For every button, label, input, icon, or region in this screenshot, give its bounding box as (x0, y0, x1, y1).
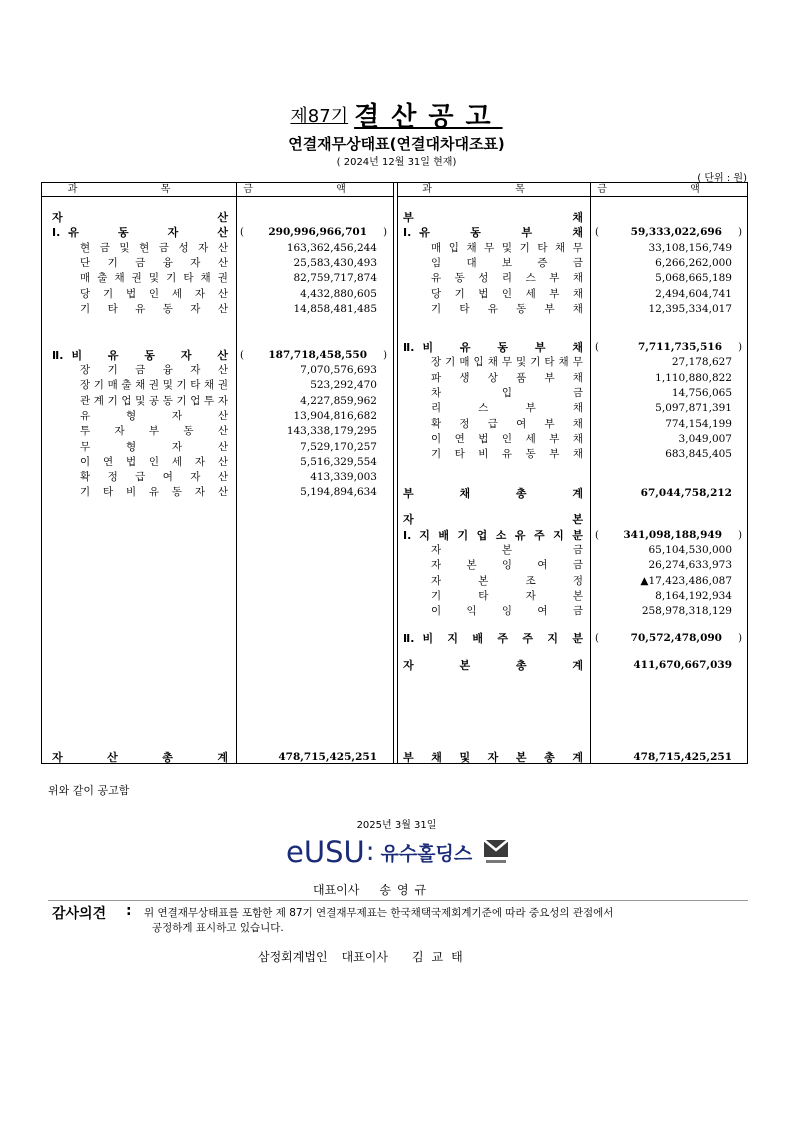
asset-row (42, 363, 393, 378)
asset-row (42, 394, 393, 409)
paren-open: ( (240, 227, 244, 239)
liability-amount: 683,845,405 (665, 448, 732, 461)
asset-label: 투 자 부 동 산 (80, 425, 228, 438)
unit-label: ( 단위 : 원) (697, 173, 747, 184)
paren-close: ) (383, 227, 387, 239)
paren-close: ) (383, 349, 387, 361)
liab-equity-total-label: 부 채 및 자 본 총 계 (403, 751, 583, 764)
liability-amount: 8,164,192,934 (655, 589, 732, 602)
liability-amount: 5,097,871,391 (655, 402, 732, 415)
asset-row (42, 225, 393, 240)
liability-amount: 5,068,665,189 (655, 272, 732, 285)
asset-amount: 187,718,458,550 (268, 348, 367, 361)
liability-label: 부 채 (403, 211, 583, 224)
liability-label: Ⅰ. 지 배 기 업 소 유 주 지 분 (403, 528, 583, 542)
assets-total-row (42, 750, 393, 765)
asset-row (42, 287, 393, 302)
paren-close: ) (738, 632, 742, 644)
asset-amount: 5,516,329,554 (300, 455, 377, 468)
liability-row (397, 271, 748, 286)
asset-amount: 13,904,816,682 (293, 409, 377, 422)
auditor-firm: 삼정회계법인 (258, 950, 328, 964)
liability-amount: 3,049,007 (678, 432, 732, 445)
liability-label: 자 본 조 정 (431, 574, 583, 587)
liability-row (397, 355, 748, 370)
liability-row (397, 631, 748, 646)
paren-open: ( (595, 227, 599, 239)
paren-open: ( (595, 529, 599, 541)
liability-label: 기 타 자 본 (431, 589, 583, 602)
balance-sheet-table (41, 182, 748, 764)
liability-label: 자 본 금 (431, 543, 583, 556)
asset-label: 관 계 기 업 및 공 동 기 업 투 자 (80, 394, 228, 407)
liability-row (397, 225, 748, 240)
asset-row (42, 378, 393, 393)
liability-row (397, 528, 748, 543)
liab-equity-total-row (397, 750, 748, 765)
liability-row (397, 432, 748, 447)
liability-row (397, 256, 748, 271)
asset-amount: 82,759,717,874 (293, 272, 377, 285)
liability-row (397, 241, 748, 256)
liability-label: 기 타 비 유 동 부 채 (431, 448, 583, 461)
liability-label: Ⅱ. 비 지 배 주 주 지 분 (403, 631, 583, 645)
asset-row (42, 256, 393, 271)
asset-label: 자 산 (52, 211, 228, 224)
liability-row (397, 558, 748, 573)
auditor-name: 김교태 (411, 950, 471, 964)
liab-equity-total-amount: 478,715,425,251 (633, 751, 732, 763)
asset-row (42, 271, 393, 286)
asset-label: 무 형 자 산 (80, 440, 228, 453)
statement-subtitle: 연결재무상태표(연결대차대조표) (288, 135, 505, 153)
liability-row (397, 371, 748, 386)
asset-label: 장 기 금 융 자 산 (80, 364, 228, 376)
company-logo (286, 835, 510, 869)
liability-row (397, 574, 748, 589)
liability-amount: 7,711,735,516 (637, 341, 722, 354)
liability-amount: 258,978,318,129 (641, 605, 732, 618)
representative-title: 대표이사 (313, 883, 360, 897)
liability-amount: 65,104,530,000 (648, 543, 732, 556)
asset-row (42, 455, 393, 470)
auditor-title: 대표이사 (341, 950, 388, 964)
liability-row (397, 512, 748, 527)
asset-row (42, 470, 393, 485)
title-main: 결산공고 (354, 102, 503, 132)
liability-amount: 70,572,478,090 (630, 631, 722, 644)
asset-row (42, 302, 393, 317)
asset-amount: 7,529,170,257 (300, 440, 377, 453)
asset-amount: 413,339,003 (310, 471, 377, 484)
liability-amount: 27,178,627 (671, 356, 732, 369)
liability-label: 이 익 잉 여 금 (431, 605, 583, 618)
asset-amount: 143,338,179,295 (286, 425, 377, 438)
logo-korean-name: 유수홀딩스 (380, 842, 473, 865)
liability-amount: 411,670,667,039 (633, 658, 732, 671)
asset-label: 기 타 비 유 동 자 산 (80, 486, 228, 499)
sign-date: 2025년 3월 31일 (356, 820, 437, 831)
logo-wordmark: eUSU (286, 835, 365, 869)
liability-amount: 774,154,199 (665, 417, 732, 430)
liability-amount: 12,395,334,017 (648, 302, 732, 315)
liability-amount: 341,098,188,949 (623, 528, 722, 541)
asset-amount: 4,227,859,962 (300, 394, 377, 407)
liability-amount: 1,110,880,822 (655, 371, 732, 384)
liability-label: 장 기 매 입 채 무 및 기 타 채 무 (431, 356, 583, 369)
liability-label: 확 정 급 여 부 채 (431, 417, 583, 430)
liability-label: 이 연 법 인 세 부 채 (431, 432, 583, 445)
asset-label: 이 연 법 인 세 자 산 (80, 455, 228, 468)
liability-amount: 59,333,022,696 (630, 226, 722, 239)
asset-row (42, 424, 393, 439)
liability-amount: 33,108,156,749 (648, 241, 732, 254)
liability-label: 자 본 (403, 513, 583, 527)
asset-amount: 25,583,430,493 (293, 256, 377, 269)
audit-opinion-title: 감사의견 (52, 906, 107, 922)
asset-amount: 4,432,880,605 (300, 287, 377, 300)
asset-label: Ⅰ. 유 동 자 산 (52, 226, 228, 240)
liability-row (397, 447, 748, 462)
liability-label: Ⅰ. 유 동 부 채 (403, 226, 583, 240)
paren-close: ) (738, 227, 742, 239)
assets-total-amount: 478,715,425,251 (278, 751, 377, 763)
asset-label: 단 기 금 융 자 산 (80, 256, 228, 269)
liability-amount: 2,494,604,741 (655, 287, 732, 300)
liability-row (397, 287, 748, 302)
asset-row (42, 210, 393, 225)
separator (48, 900, 748, 901)
liability-label: Ⅱ. 비 유 동 부 채 (403, 341, 583, 355)
liability-amount: 14,756,065 (671, 387, 732, 399)
audit-opinion-text (144, 906, 744, 936)
asset-amount: 14,858,481,485 (293, 302, 377, 315)
liability-label: 파 생 상 품 부 채 (431, 371, 583, 384)
asset-label: 현 금 및 현 금 성 자 산 (80, 241, 228, 254)
liability-row (397, 486, 748, 501)
asset-label: 확 정 급 여 자 산 (80, 471, 228, 484)
liability-label: 기 타 유 동 부 채 (431, 302, 583, 315)
paren-open: ( (595, 342, 599, 354)
liability-label: 차 입 금 (431, 387, 583, 399)
announcement-note: 위와 같이 공고함 (48, 784, 130, 797)
liability-row (397, 302, 748, 317)
liabilities-equity-side (397, 197, 748, 763)
liability-amount: 26,274,633,973 (648, 559, 732, 572)
term-number: 제87기 (290, 106, 349, 127)
liability-row (397, 386, 748, 401)
liability-label: 리 스 부 채 (431, 402, 583, 415)
paren-close: ) (738, 342, 742, 354)
paren-close: ) (738, 529, 742, 541)
asset-amount: 7,070,576,693 (300, 364, 377, 376)
asset-row (42, 440, 393, 455)
liability-label: 당 기 법 인 세 부 채 (431, 287, 583, 300)
liability-row (397, 340, 748, 355)
page-title (0, 96, 793, 133)
header-right-amount: 금 액 (590, 183, 747, 197)
liability-row (397, 589, 748, 604)
header-left-item: 과 목 (42, 183, 236, 197)
asset-label: 장 기 매 출 채 권 및 기 타 채 권 (80, 379, 228, 392)
header-right-item: 과 목 (397, 183, 590, 197)
asset-label: Ⅱ. 비 유 동 자 산 (52, 348, 228, 362)
liability-row (397, 658, 748, 673)
paren-open: ( (240, 349, 244, 361)
audit-line-1: 위 연결재무상태표를 포함한 제 87기 연결재무제표는 한국채택국제회계기준에 따라 중요성의 관점에서 (144, 907, 614, 919)
envelope-mark-icon (482, 836, 510, 868)
audit-line-2: 공정하게 표시하고 있습니다. (152, 922, 284, 934)
logo-colon: : (365, 837, 375, 867)
liability-amount: 67,044,758,212 (640, 486, 732, 499)
liability-amount: ▲17,423,486,087 (640, 574, 732, 587)
asset-label: 당 기 법 인 세 자 산 (80, 287, 228, 300)
statement-date: ( 2024년 12월 31일 현재) (336, 157, 457, 168)
asset-amount: 163,362,456,244 (286, 241, 377, 254)
liability-label: 자 본 총 계 (403, 658, 583, 672)
header-left-amount: 금 액 (236, 183, 393, 197)
liability-row (397, 417, 748, 432)
asset-label: 매 출 채 권 및 기 타 채 권 (80, 272, 228, 285)
liability-label: 부 채 총 계 (403, 486, 583, 500)
liability-row (397, 543, 748, 558)
paren-open: ( (595, 632, 599, 644)
auditor-line (258, 948, 471, 965)
liability-label: 임 대 보 증 금 (431, 256, 583, 269)
liability-label: 유 동 성 리 스 부 채 (431, 272, 583, 285)
audit-colon: : (126, 903, 132, 919)
asset-row (42, 241, 393, 256)
liability-row (397, 401, 748, 416)
asset-row (42, 409, 393, 424)
representative-name: 송영규 (379, 883, 433, 897)
asset-row (42, 348, 393, 363)
liability-label: 매 입 채 무 및 기 타 채 무 (431, 241, 583, 254)
asset-row (42, 485, 393, 500)
asset-amount: 5,194,894,634 (300, 486, 377, 499)
liability-amount: 6,266,262,000 (655, 256, 732, 269)
liability-row (397, 604, 748, 619)
asset-label: 기 타 유 동 자 산 (80, 302, 228, 315)
assets-side (42, 197, 393, 763)
asset-amount: 523,292,470 (310, 379, 377, 392)
assets-total-label: 자 산 총 계 (52, 751, 228, 764)
asset-label: 유 형 자 산 (80, 409, 228, 422)
representative-line (313, 881, 432, 898)
liability-label: 자 본 잉 여 금 (431, 559, 583, 572)
liability-row (397, 210, 748, 225)
asset-amount: 290,996,966,701 (268, 226, 367, 239)
